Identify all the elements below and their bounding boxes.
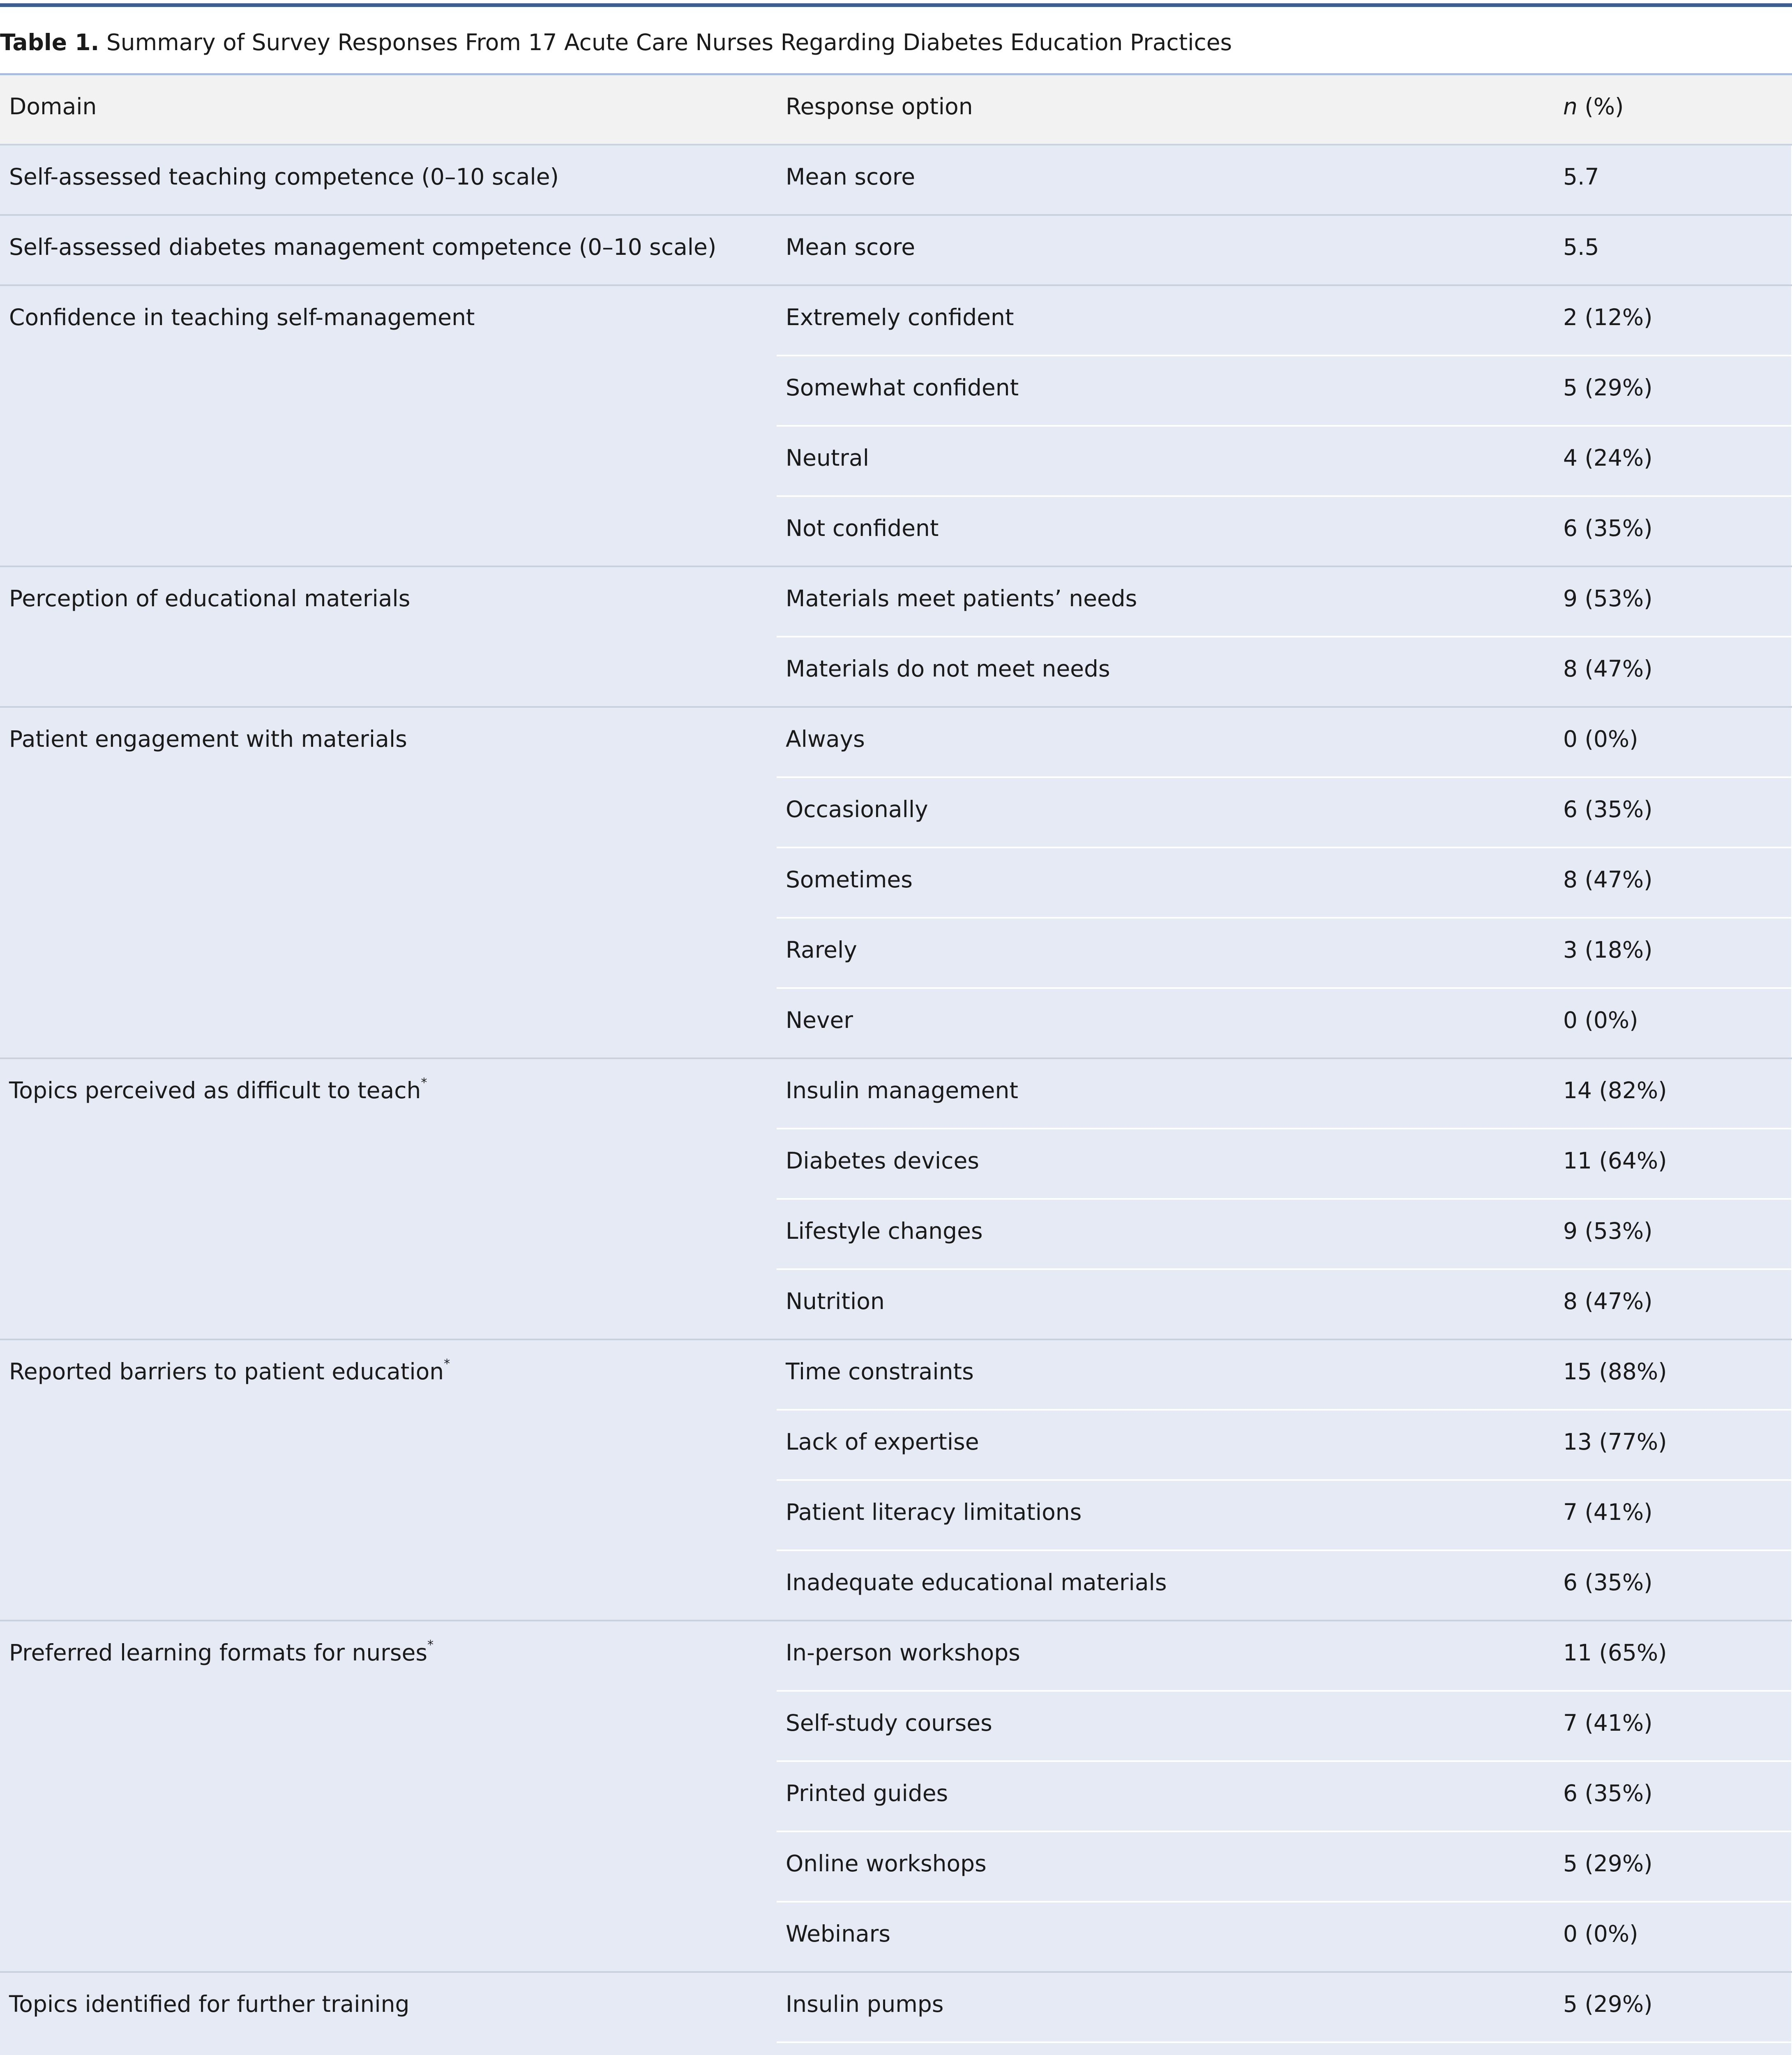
domain-cell — [0, 1621, 777, 1972]
count-percent-cell: 5.7 — [1554, 145, 1792, 215]
count-percent-cell: 11 (65%) — [1554, 1621, 1792, 1691]
footnote-ref-marker: * — [444, 1357, 450, 1371]
table-row — [0, 707, 1792, 777]
domain-label: Preferred learning formats for nurses — [9, 1639, 428, 1666]
domain-label: Perception of educational materials — [9, 585, 411, 612]
response-option-cell: Materials do not meet needs — [777, 637, 1554, 707]
header-n-percent — [1554, 75, 1792, 145]
domain-cell — [0, 1058, 777, 1339]
count-percent-cell: 4 (24%) — [1554, 426, 1792, 496]
count-percent-cell: 0 (0%) — [1554, 707, 1792, 777]
domain-cell — [0, 145, 777, 215]
count-percent-cell: 5 (29%) — [1554, 356, 1792, 426]
response-option-cell: Always — [777, 707, 1554, 777]
header-n-italic: n — [1563, 93, 1578, 120]
domain-cell — [0, 707, 777, 1058]
count-percent-cell — [1554, 2042, 1792, 2055]
response-option-cell: Diabetes devices — [777, 1129, 1554, 1199]
caption-label: Table 1. — [0, 29, 99, 55]
domain-label: Patient engagement with materials — [9, 726, 407, 752]
footnote-ref-marker: * — [427, 1638, 434, 1652]
response-option-cell: Somewhat confident — [777, 356, 1554, 426]
footnote-ref-marker: * — [421, 1076, 427, 1090]
count-percent-cell: 11 (64%) — [1554, 1129, 1792, 1199]
count-percent-cell: 0 (0%) — [1554, 988, 1792, 1058]
count-percent-cell: 5.5 — [1554, 215, 1792, 285]
response-option-cell: Mean score — [777, 145, 1554, 215]
response-option-cell: Neutral — [777, 426, 1554, 496]
response-option-cell: Mean score — [777, 215, 1554, 285]
response-option-cell: Extremely confident — [777, 285, 1554, 356]
header-response-option: Response option — [777, 75, 1554, 145]
count-percent-cell: 9 (53%) — [1554, 1199, 1792, 1269]
table-caption — [0, 24, 1792, 61]
response-option-cell: Self-study courses — [777, 1691, 1554, 1761]
response-option-cell: Time constraints — [777, 1339, 1554, 1410]
domain-label: Self-assessed diabetes management competence (0–10 scale) — [9, 234, 717, 260]
table-row — [0, 566, 1792, 637]
response-option-cell: Printed guides — [777, 1761, 1554, 1831]
table-row — [0, 1972, 1792, 2042]
response-option-cell: Online workshops — [777, 1831, 1554, 1902]
response-option-cell: Not confident — [777, 496, 1554, 566]
survey-table — [0, 75, 1792, 2055]
header-row — [0, 75, 1792, 145]
response-option-cell: Insulin pumps — [777, 1972, 1554, 2042]
response-option-cell: Inadequate educational materials — [777, 1550, 1554, 1621]
table-row — [0, 285, 1792, 356]
response-option-cell: Sometimes — [777, 847, 1554, 918]
response-option-cell: Rarely — [777, 918, 1554, 988]
response-option-cell: Lack of expertise — [777, 1410, 1554, 1480]
table-row — [0, 145, 1792, 215]
response-option-cell — [777, 2042, 1554, 2055]
response-option-cell: Nutrition — [777, 1269, 1554, 1339]
table-row — [0, 1339, 1792, 1410]
count-percent-cell: 0 (0%) — [1554, 1902, 1792, 1972]
count-percent-cell: 9 (53%) — [1554, 566, 1792, 637]
count-percent-cell: 8 (47%) — [1554, 847, 1792, 918]
domain-cell — [0, 285, 777, 566]
top-rule — [0, 3, 1792, 7]
count-percent-cell: 8 (47%) — [1554, 1269, 1792, 1339]
table-row — [0, 1058, 1792, 1129]
count-percent-cell: 8 (47%) — [1554, 637, 1792, 707]
count-percent-cell: 6 (35%) — [1554, 777, 1792, 847]
count-percent-cell: 5 (29%) — [1554, 1831, 1792, 1902]
response-option-cell: In-person workshops — [777, 1621, 1554, 1691]
domain-label: Topics perceived as difficult to teach — [9, 1077, 421, 1104]
response-option-cell: Insulin management — [777, 1058, 1554, 1129]
count-percent-cell: 3 (18%) — [1554, 918, 1792, 988]
header-n-rest: (%) — [1577, 93, 1624, 120]
response-option-cell: Patient literacy limitations — [777, 1480, 1554, 1550]
domain-cell — [0, 1339, 777, 1621]
caption-text: Summary of Survey Responses From 17 Acute Care Nurses Regarding Diabetes Education Practices — [99, 29, 1232, 55]
count-percent-cell: 6 (35%) — [1554, 496, 1792, 566]
domain-label: Reported barriers to patient education — [9, 1358, 444, 1385]
count-percent-cell: 7 (41%) — [1554, 1480, 1792, 1550]
response-option-cell: Never — [777, 988, 1554, 1058]
count-percent-cell: 2 (12%) — [1554, 285, 1792, 356]
table-row — [0, 1621, 1792, 1691]
count-percent-cell: 7 (41%) — [1554, 1691, 1792, 1761]
domain-cell — [0, 566, 777, 707]
domain-cell — [0, 215, 777, 285]
count-percent-cell: 6 (35%) — [1554, 1550, 1792, 1621]
domain-label: Self-assessed teaching competence (0–10 scale) — [9, 164, 559, 190]
count-percent-cell: 15 (88%) — [1554, 1339, 1792, 1410]
response-option-cell: Webinars — [777, 1902, 1554, 1972]
header-domain: Domain — [0, 75, 777, 145]
response-option-cell: Occasionally — [777, 777, 1554, 847]
domain-cell — [0, 1972, 777, 2055]
domain-label: Topics identified for further training — [9, 1991, 410, 2017]
table-row — [0, 215, 1792, 285]
response-option-cell: Materials meet patients’ needs — [777, 566, 1554, 637]
domain-label: Confidence in teaching self-management — [9, 304, 475, 330]
response-option-cell: Lifestyle changes — [777, 1199, 1554, 1269]
survey-body — [0, 145, 1792, 2055]
count-percent-cell: 6 (35%) — [1554, 1761, 1792, 1831]
count-percent-cell: 5 (29%) — [1554, 1972, 1792, 2042]
count-percent-cell: 13 (77%) — [1554, 1410, 1792, 1480]
count-percent-cell: 14 (82%) — [1554, 1058, 1792, 1129]
